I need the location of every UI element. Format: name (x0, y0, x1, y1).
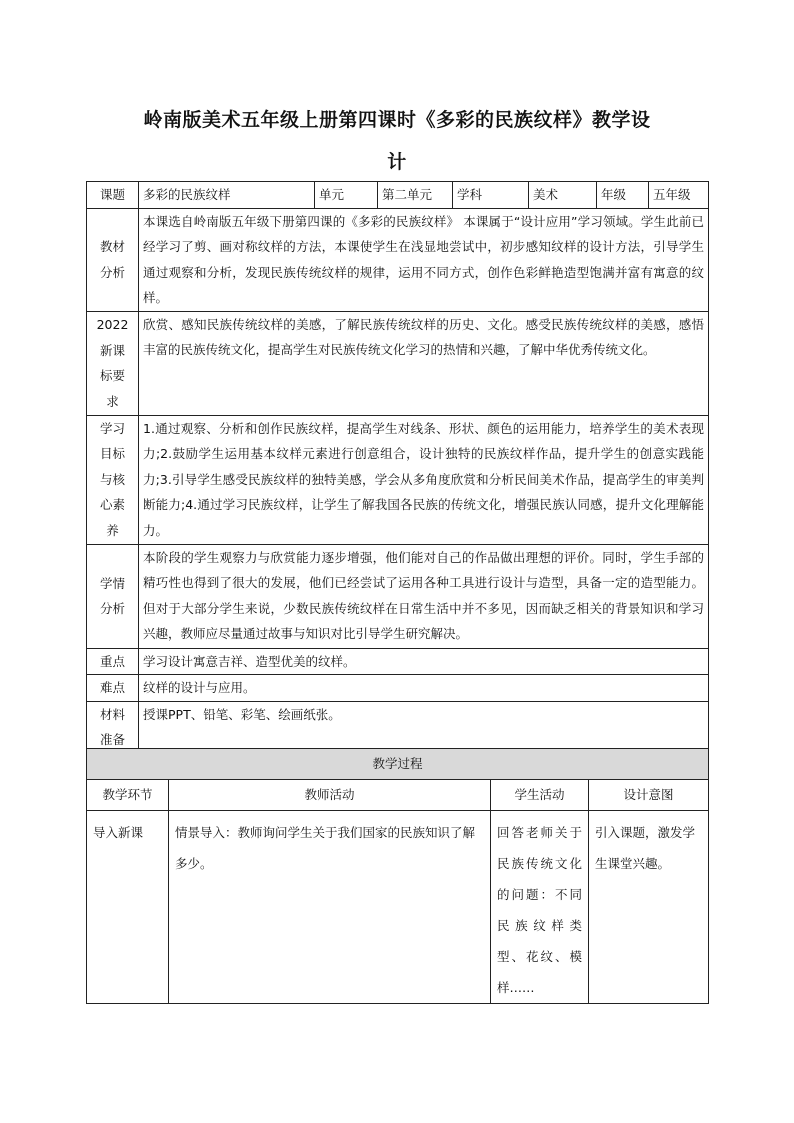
row-material-analysis (87, 208, 709, 311)
label-line: 分析 (99, 601, 125, 616)
process-row (87, 811, 709, 1004)
process-column-header-row (87, 780, 709, 811)
unit-value: 第二单元 (378, 182, 453, 209)
label-line: 求 (106, 393, 119, 409)
column-header: 学生活动 (491, 780, 589, 811)
label-line: 学情 (99, 575, 125, 591)
row-curriculum-standard (87, 311, 709, 415)
row-student-analysis (87, 544, 709, 648)
difficulty-text: 纹样的设计与应用。 (139, 675, 709, 702)
label-line: 2022 (96, 317, 129, 332)
label-materials (87, 701, 139, 753)
row-learning-goals (87, 415, 709, 544)
label-line: 与核 (99, 471, 125, 487)
label-line: 新课 (99, 342, 125, 358)
label-unit: 单元 (315, 182, 378, 209)
student-activity-cell: 回答老师关于民族传统文化的问题：不同民族纹样类型、花纹、模样…… (491, 811, 589, 1004)
label-line: 标要 (99, 368, 125, 383)
learning-goals-text: 1.通过观察、分析和创作民族纹样，提高学生对线条、形状、颜色的运用能力，培养学生的美术表现力;2.鼓励学生运用基本纹样元素进行创意组合，设计独特的民族纹样作品，提升学生的创意实践能力;3.引导学生感受民族纹样的独特美感，学会从多角度欣赏和分析民间美术作品，提高学生的审美判断能力;4.通过学习民族纹样，让学生了解我国各民族的传统文化，增强民族认同感，提升文化理解能力。 (139, 415, 709, 544)
process-heading-row (87, 749, 709, 780)
label-line: 准备 (99, 732, 125, 747)
label-line: 养 (106, 522, 119, 538)
document-title-line-1: 岭南版美术五年级上册第四课时《多彩的民族纹样》教学设 (143, 109, 651, 131)
label-line: 目标 (99, 446, 125, 462)
header-row (87, 182, 709, 209)
grade-value: 五年级 (649, 182, 709, 209)
row-key-point (87, 648, 709, 675)
design-intent-cell: 引入课题，激发学生课堂兴趣。 (589, 811, 709, 1004)
key-point-text: 学习设计寓意吉祥、造型优美的纹样。 (139, 648, 709, 675)
label-difficulty: 难点 (87, 675, 139, 702)
teaching-process-table (86, 748, 709, 1004)
row-difficulty (87, 675, 709, 702)
label-student-analysis (87, 544, 139, 648)
subject-value: 美术 (529, 182, 597, 209)
label-line: 分析 (99, 264, 125, 280)
label-line: 心素 (99, 497, 125, 513)
row-materials (87, 701, 709, 753)
curriculum-standard-text: 欣赏、感知民族传统纹样的美感，了解民族传统纹样的历史、文化。感受民族传统纹样的美感，感悟丰富的民族传统文化，提高学生对民族传统文化学习的热情和兴趣，了解中华优秀传统文化。 (139, 311, 709, 415)
label-line: 学习 (99, 420, 125, 436)
label-topic: 课题 (87, 182, 139, 209)
column-header: 教师活动 (169, 780, 491, 811)
label-line: 材料 (99, 706, 125, 722)
label-key-point: 重点 (87, 648, 139, 675)
label-subject: 学科 (453, 182, 529, 209)
label-line: 教材 (99, 239, 125, 254)
materials-text: 授课PPT、铅笔、彩笔、绘画纸张。 (139, 701, 709, 753)
material-analysis-text: 本课选自岭南版五年级下册第四课的《多彩的民族纹样》 本课属于“设计应用”学习领域。学生此前已经学习了剪、画对称纹样的方法，本课使学生在浅显地尝试中，初步感知纹样的设计方法，引导学生通过观察和分析，发现民族传统纹样的规律，运用不同方式，创作色彩鲜艳造型饱满并富有寓意的纹样。 (139, 208, 709, 311)
topic-value: 多彩的民族纹样 (139, 182, 315, 209)
column-header: 设计意图 (589, 780, 709, 811)
document-title-line-2: 计 (387, 151, 407, 173)
student-analysis-text: 本阶段的学生观察力与欣赏能力逐步增强，他们能对自己的作品做出理想的评价。同时，学生手部的精巧性也得到了很大的发展，他们已经尝试了运用各种工具进行设计与造型，具备一定的造型能力。但对于大部分学生来说，少数民族传统纹样在日常生活中并不多见，因而缺乏相关的背景知识和学习兴趣，教师应尽量通过故事与知识对比引导学生研究解决。 (139, 544, 709, 648)
label-learning-goals (87, 415, 139, 544)
label-curriculum-standard (87, 311, 139, 415)
label-material-analysis (87, 208, 139, 311)
teacher-activity-cell: 情景导入：教师询问学生关于我们国家的民族知识了解多少。 (169, 811, 491, 1004)
label-grade: 年级 (597, 182, 649, 209)
lesson-info-table (86, 181, 709, 754)
process-heading: 教学过程 (87, 749, 709, 780)
column-header: 教学环节 (87, 780, 169, 811)
stage-cell: 导入新课 (87, 811, 169, 1004)
